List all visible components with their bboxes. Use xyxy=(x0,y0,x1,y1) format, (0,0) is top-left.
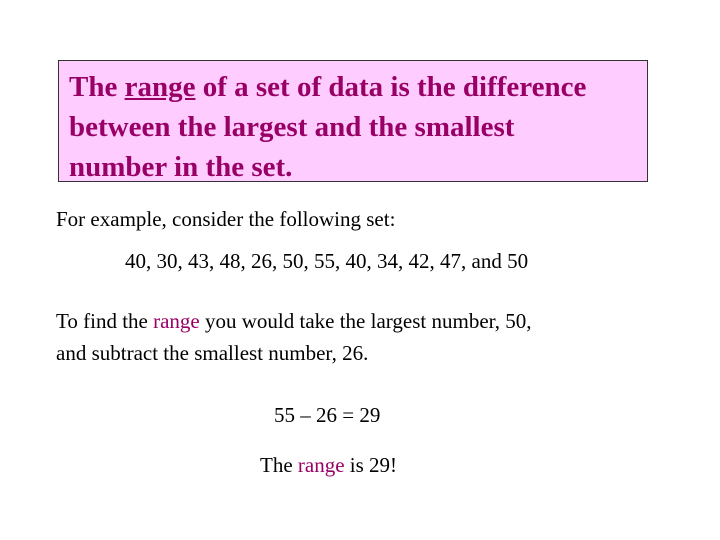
example-intro: For example, consider the following set: xyxy=(56,207,396,231)
definition-line-2: between the largest and the smallest xyxy=(69,111,515,143)
conclusion-suffix: is 29! xyxy=(344,453,398,477)
definition-line-1 xyxy=(69,67,639,107)
method-keyword-range: range xyxy=(153,309,200,333)
definition-prefix: The xyxy=(69,71,125,103)
conclusion-prefix: The xyxy=(260,453,298,477)
definition-box xyxy=(58,60,648,182)
definition-suffix: of a set of data is the difference xyxy=(195,71,587,103)
equation: 55 – 26 = 29 xyxy=(274,403,381,427)
method-prefix: To find the xyxy=(56,309,154,333)
method-line-1 xyxy=(56,306,532,336)
definition-keyword-range: range xyxy=(124,71,196,103)
method-suffix: you would take the largest number, 50, xyxy=(199,309,532,333)
conclusion-keyword-range: range xyxy=(297,453,345,477)
data-set: 40, 30, 43, 48, 26, 50, 55, 40, 34, 42, 47, and 50 xyxy=(125,249,529,273)
definition-line-3: number in the set. xyxy=(69,151,293,183)
conclusion xyxy=(260,450,397,480)
method-line-2: and subtract the smallest number, 26. xyxy=(56,341,369,365)
